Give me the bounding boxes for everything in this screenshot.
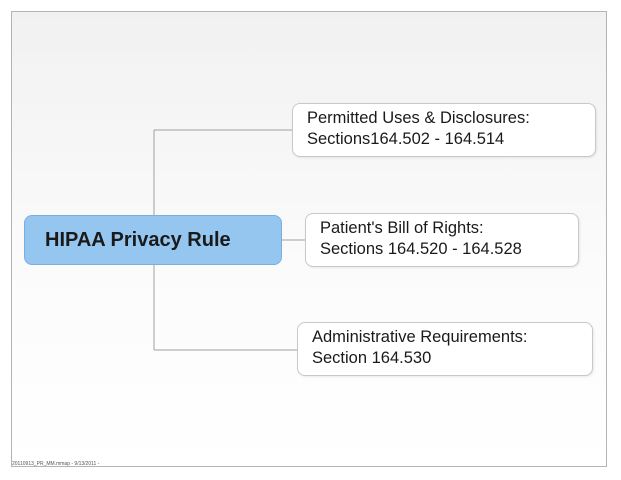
branch-1-title: Permitted Uses & Disclosures:: [307, 109, 530, 127]
branch-administrative-requirements: [297, 322, 593, 376]
branch-patients-bill-of-rights: [305, 213, 579, 267]
central-topic-label: HIPAA Privacy Rule: [45, 228, 231, 251]
branch-2-title: Patient's Bill of Rights:: [320, 219, 484, 237]
central-topic: [24, 215, 282, 265]
branch-1-sections: Sections164.502 - 164.514: [307, 130, 505, 148]
branch-2-sections: Sections 164.520 - 164.528: [320, 240, 522, 258]
branch-permitted-uses: [292, 103, 596, 157]
footer-filename: 20110913_PR_MM.mmap - 9/13/2011 -: [12, 461, 100, 467]
branch-3-sections: Section 164.530: [312, 349, 432, 367]
branch-3-title: Administrative Requirements:: [312, 328, 528, 346]
